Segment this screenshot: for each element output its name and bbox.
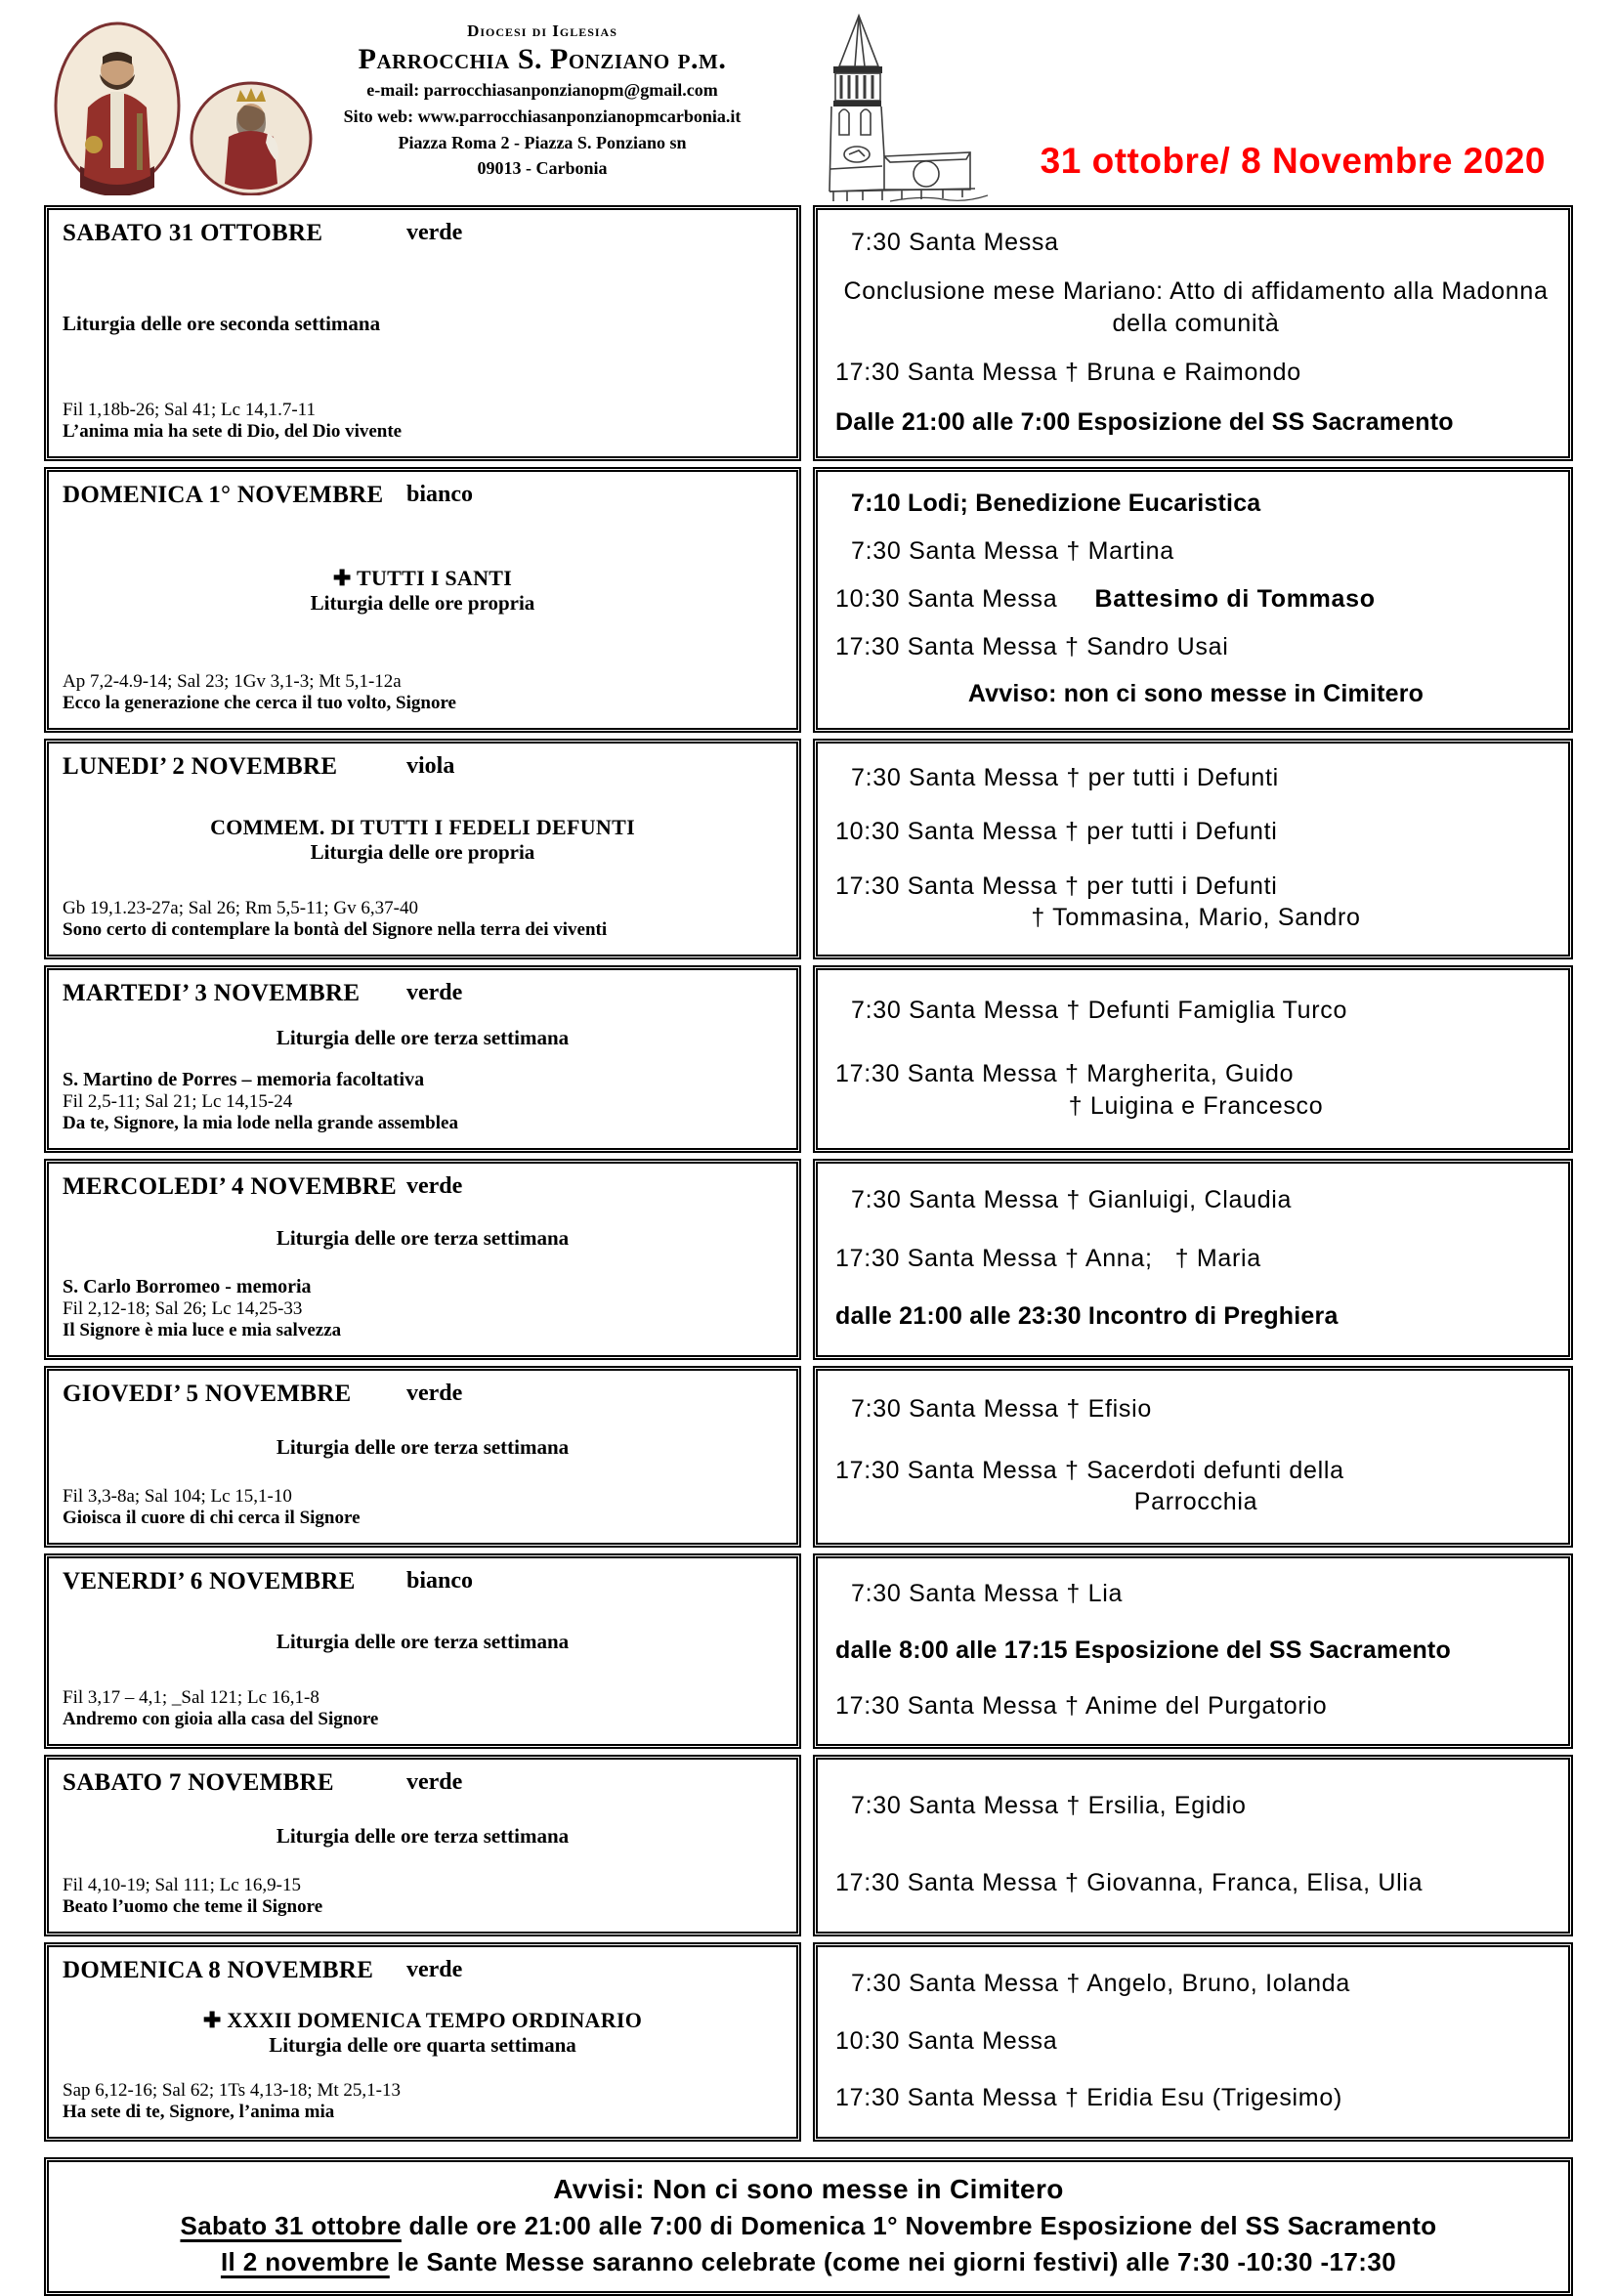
mass-line: 17:30 Santa Messa † Anna; † Maria <box>835 1244 1261 1272</box>
notice-text: le Sante Messe saranno celebrate (come nei giorni festivi) alle 7:30 -10:30 -17:30 <box>389 2246 1397 2276</box>
liturgy-of-hours: Liturgia delle ore propria <box>310 590 535 615</box>
feast-title <box>63 815 783 840</box>
mass-line: 7:30 Santa Messa † Defunti Famiglia Turco <box>851 996 1348 1024</box>
mass-block <box>835 1790 1556 1822</box>
feast-name: COMMEM. DI TUTTI I FEDELI DEFUNTI <box>210 814 635 839</box>
mass-block <box>835 1635 1556 1667</box>
mass-block <box>835 276 1556 339</box>
day-title: LUNEDI’ 2 NOVEMBRE <box>63 753 338 780</box>
mass-block <box>835 2082 1556 2114</box>
day-header <box>63 1568 783 1595</box>
parish-email: e-mail: parrocchiasanponzianopm@gmail.com <box>366 80 718 100</box>
day-info-cell <box>44 739 801 959</box>
mass-block <box>835 406 1556 439</box>
mass-block <box>835 357 1556 389</box>
mass-block <box>835 871 1556 934</box>
readings-group <box>63 1875 783 1918</box>
liturgical-color: verde <box>406 1769 463 1795</box>
mass-block <box>835 816 1556 848</box>
liturgy-of-hours: Liturgia delle ore terza settimana <box>276 1026 570 1049</box>
day-title: DOMENICA 1° NOVEMBRE <box>63 482 384 508</box>
readings-group <box>63 898 783 941</box>
day-header <box>63 1173 783 1201</box>
mass-line: Conclusione mese Mariano: Atto di affidamento alla Madonna della comunità <box>843 277 1556 337</box>
readings-group <box>63 1069 783 1134</box>
mass-block <box>835 488 1556 520</box>
day-info-cell <box>44 205 801 461</box>
day-row <box>44 739 1573 959</box>
scripture-readings: Fil 3,3-8a; Sal 104; Lc 15,1-10 <box>63 1486 292 1507</box>
day-header <box>63 1957 783 1984</box>
liturgical-color: verde <box>406 980 463 1005</box>
psalm-response: Andremo con gioia alla casa del Signore <box>63 1709 379 1729</box>
liturgical-color: bianco <box>406 482 474 507</box>
day-title: DOMENICA 8 NOVEMBRE <box>63 1957 374 1983</box>
day-title: MERCOLEDI’ 4 NOVEMBRE <box>63 1173 397 1200</box>
mass-line: 17:30 Santa Messa † Giovanna, Franca, Elisa, Ulia <box>835 1869 1424 1897</box>
parish-address-line1: Piazza Roma 2 - Piazza S. Ponziano sn <box>398 132 687 152</box>
mass-block <box>835 1968 1556 2000</box>
notice-line <box>59 2208 1558 2243</box>
parish-name: Parrocchia S. Ponziano p.m. <box>358 43 727 75</box>
mass-block <box>835 631 1556 663</box>
feast-liturgy-group <box>63 312 783 336</box>
day-header <box>63 980 783 1007</box>
mass-line: 17:30 Santa Messa † Margherita, Guido <box>835 1060 1295 1088</box>
psalm-response: Gioisca il cuore di chi cerca il Signore <box>63 1508 361 1528</box>
scripture-readings: Fil 2,5-11; Sal 21; Lc 14,15-24 <box>63 1091 293 1112</box>
day-info-cell <box>44 1159 801 1360</box>
day-row <box>44 1755 1573 1936</box>
notices-box <box>44 2157 1573 2296</box>
mass-line: 17:30 Santa Messa † Eridia Esu (Trigesimo) <box>835 2084 1342 2112</box>
mass-block <box>835 1867 1556 1899</box>
feast-liturgy-group <box>63 1226 783 1251</box>
readings-group <box>63 2080 783 2123</box>
mass-line: 7:30 Santa Messa † Gianluigi, Claudia <box>851 1186 1293 1214</box>
psalm-response: Il Signore è mia luce e mia salvezza <box>63 1320 342 1340</box>
mass-line: 17:30 Santa Messa † Sandro Usai <box>835 632 1229 660</box>
diocese-name: Diocesi di Iglesias <box>467 21 617 40</box>
feast-title <box>63 2008 783 2033</box>
day-row <box>44 1366 1573 1548</box>
parish-letterhead <box>288 21 796 181</box>
mass-schedule-cell <box>813 739 1573 959</box>
parish-seals-image <box>51 20 317 200</box>
notice-date-underlined: Il 2 novembre <box>220 2246 390 2276</box>
saint-memorial: S. Carlo Borromeo - memoria <box>63 1276 312 1297</box>
bulletin-date-range: 31 ottobre/ 8 Novembre 2020 <box>1040 141 1546 181</box>
liturgy-of-hours: Liturgia delle ore terza settimana <box>276 1434 570 1459</box>
mass-line: † Tommasina, Mario, Sandro <box>1031 904 1361 932</box>
readings-group <box>63 400 783 443</box>
mass-block <box>835 1184 1556 1216</box>
scripture-readings: Fil 1,18b-26; Sal 41; Lc 14,1.7-11 <box>63 400 316 420</box>
mass-block <box>835 227 1556 259</box>
day-info-cell <box>44 965 801 1153</box>
mass-line: Parrocchia <box>1133 1488 1258 1516</box>
mass-line: 17:30 Santa Messa † Anime del Purgatorio <box>835 1692 1328 1721</box>
feast-title <box>63 566 783 591</box>
notice-text: Avvisi: Non ci sono messe in Cimitero <box>553 2174 1064 2204</box>
notice-line <box>59 2244 1558 2279</box>
parish-website: Sito web: www.parrocchiasanponzianopmcarbonia.it <box>343 106 742 126</box>
psalm-response: Sono certo di contemplare la bontà del Signore nella terra dei viventi <box>63 919 608 940</box>
day-header <box>63 1769 783 1797</box>
mass-line: 7:10 Lodi; Benedizione Eucaristica <box>851 489 1261 518</box>
feast-liturgy-group <box>63 1824 783 1849</box>
mass-line: Avviso: non ci sono messe in Cimitero <box>967 680 1425 708</box>
scripture-readings: Fil 4,10-19; Sal 111; Lc 16,9-15 <box>63 1875 301 1895</box>
mass-block <box>835 535 1556 568</box>
mass-block <box>835 762 1556 794</box>
mass-block <box>835 995 1556 1027</box>
scripture-readings: Fil 3,17 – 4,1; _Sal 121; Lc 16,1-8 <box>63 1687 319 1708</box>
feast-liturgy-group <box>63 1435 783 1460</box>
day-info-cell <box>44 467 801 733</box>
feast-name: TUTTI I SANTI <box>356 565 513 590</box>
day-title: SABATO 31 OTTOBRE <box>63 220 323 246</box>
readings-group <box>63 1276 783 1341</box>
readings-group <box>63 671 783 714</box>
day-row <box>44 1553 1573 1749</box>
feast-liturgy-group <box>63 1630 783 1654</box>
scripture-readings: Fil 2,12-18; Sal 26; Lc 14,25-33 <box>63 1298 303 1319</box>
scripture-readings: Sap 6,12-16; Sal 62; 1Ts 4,13-18; Mt 25,1-13 <box>63 2080 401 2101</box>
mass-schedule-cell <box>813 467 1573 733</box>
day-info-cell <box>44 1942 801 2142</box>
day-info-cell <box>44 1755 801 1936</box>
day-title: GIOVEDI’ 5 NOVEMBRE <box>63 1381 352 1407</box>
mass-block <box>835 1393 1556 1425</box>
psalm-response: Beato l’uomo che teme il Signore <box>63 1896 323 1917</box>
feast-liturgy-group <box>63 2008 783 2058</box>
mass-block <box>835 1058 1556 1122</box>
scripture-readings: Gb 19,1.23-27a; Sal 26; Rm 5,5-11; Gv 6,37-40 <box>63 898 418 918</box>
mass-line: 10:30 Santa Messa <box>835 2026 1058 2055</box>
liturgy-of-hours: Liturgia delle ore terza settimana <box>276 1629 570 1653</box>
liturgy-of-hours: Liturgia delle ore propria <box>310 839 535 864</box>
psalm-response: Da te, Signore, la mia lode nella grande assemblea <box>63 1113 458 1133</box>
psalm-response: Ha sete di te, Signore, l’anima mia <box>63 2102 335 2122</box>
cross-icon: ✚ <box>332 565 357 590</box>
mass-schedule-cell <box>813 1366 1573 1548</box>
liturgical-color: verde <box>406 220 463 245</box>
liturgical-color: verde <box>406 1381 463 1406</box>
feast-liturgy-group <box>63 566 783 616</box>
mass-schedule-cell <box>813 1755 1573 1936</box>
mass-line: 17:30 Santa Messa † Bruna e Raimondo <box>835 359 1301 387</box>
mass-line-segment: 10:30 Santa Messa <box>835 584 1095 613</box>
day-header <box>63 482 783 509</box>
mass-line: 17:30 Santa Messa † Sacerdoti defunti della <box>835 1456 1344 1484</box>
day-row <box>44 965 1573 1153</box>
mass-line: 7:30 Santa Messa † Angelo, Bruno, Iolanda <box>851 1970 1350 1998</box>
mass-block <box>835 2025 1556 2058</box>
mass-line: 7:30 Santa Messa † Martina <box>851 536 1174 565</box>
day-row <box>44 467 1573 733</box>
mass-line: 10:30 Santa Messa † per tutti i Defunti <box>835 818 1278 846</box>
liturgy-of-hours: Liturgia delle ore seconda settimana <box>63 311 381 335</box>
day-title: VENERDI’ 6 NOVEMBRE <box>63 1568 356 1594</box>
mass-block <box>835 678 1556 710</box>
mass-schedule-cell <box>813 965 1573 1153</box>
day-info-cell <box>44 1553 801 1749</box>
mass-schedule-cell <box>813 205 1573 461</box>
feast-name: XXXII DOMENICA TEMPO ORDINARIO <box>227 2007 643 2032</box>
mass-schedule-cell <box>813 1553 1573 1749</box>
mass-line: 7:30 Santa Messa † Ersilia, Egidio <box>851 1792 1247 1820</box>
mass-block <box>835 583 1556 616</box>
mass-line: dalle 21:00 alle 23:30 Incontro di Preghiera <box>835 1302 1339 1331</box>
scripture-readings: Ap 7,2-4.9-14; Sal 23; 1Gv 3,1-3; Mt 5,1-12a <box>63 671 402 692</box>
mass-block <box>835 1243 1556 1275</box>
day-title: SABATO 7 NOVEMBRE <box>63 1769 334 1796</box>
mass-schedule-cell <box>813 1942 1573 2142</box>
day-header <box>63 1381 783 1408</box>
liturgy-of-hours: Liturgia delle ore quarta settimana <box>269 2032 576 2057</box>
feast-liturgy-group <box>63 1026 783 1050</box>
mass-line: 7:30 Santa Messa † Efisio <box>851 1395 1152 1424</box>
day-info-cell <box>44 1366 801 1548</box>
mass-block <box>835 1690 1556 1722</box>
mass-line: 17:30 Santa Messa † per tutti i Defunti <box>835 872 1278 900</box>
saint-memorial: S. Martino de Porres – memoria facoltativa <box>63 1069 425 1090</box>
liturgical-color: verde <box>406 1173 463 1199</box>
mass-block <box>835 1300 1556 1333</box>
day-row <box>44 205 1573 461</box>
day-row <box>44 1159 1573 1360</box>
notice-date-underlined: Sabato 31 ottobre <box>180 2211 402 2241</box>
mass-line-segment: Battesimo di Tommaso <box>1094 584 1376 613</box>
mass-block <box>835 1455 1556 1518</box>
mass-line: 7:30 Santa Messa † Lia <box>851 1580 1124 1608</box>
psalm-response: Ecco la generazione che cerca il tuo volto, Signore <box>63 693 456 713</box>
mass-line: † Luigina e Francesco <box>1068 1091 1324 1120</box>
liturgy-of-hours: Liturgia delle ore terza settimana <box>276 1823 570 1848</box>
liturgy-of-hours: Liturgia delle ore terza settimana <box>276 1226 570 1250</box>
liturgical-color: bianco <box>406 1568 474 1594</box>
mass-line <box>835 583 1556 616</box>
mass-line: dalle 8:00 alle 17:15 Esposizione del SS Sacramento <box>835 1636 1451 1664</box>
day-header <box>63 753 783 781</box>
liturgical-color: viola <box>406 753 455 779</box>
mass-line: Dalle 21:00 alle 7:00 Esposizione del SS Sacramento <box>835 407 1454 436</box>
notice-line <box>59 2170 1558 2208</box>
cross-icon: ✚ <box>202 2007 228 2032</box>
readings-group <box>63 1687 783 1730</box>
parish-address-line2: 09013 - Carbonia <box>477 158 608 179</box>
mass-line: 7:30 Santa Messa <box>851 228 1059 256</box>
liturgical-color: verde <box>406 1957 463 1982</box>
readings-group <box>63 1486 783 1529</box>
mass-schedule-cell <box>813 1159 1573 1360</box>
feast-liturgy-group <box>63 815 783 865</box>
weekly-mass-schedule-table <box>44 205 1573 2142</box>
mass-line: 7:30 Santa Messa † per tutti i Defunti <box>851 764 1279 792</box>
mass-block <box>835 1578 1556 1610</box>
notice-text: dalle ore 21:00 alle 7:00 di Domenica 1° Novembre Esposizione del SS Sacramento <box>401 2211 1437 2241</box>
day-row <box>44 1942 1573 2142</box>
day-header <box>63 220 783 247</box>
church-tower-sketch-image <box>775 10 988 208</box>
day-title: MARTEDI’ 3 NOVEMBRE <box>63 980 361 1006</box>
psalm-response: L’anima mia ha sete di Dio, del Dio vivente <box>63 421 403 442</box>
